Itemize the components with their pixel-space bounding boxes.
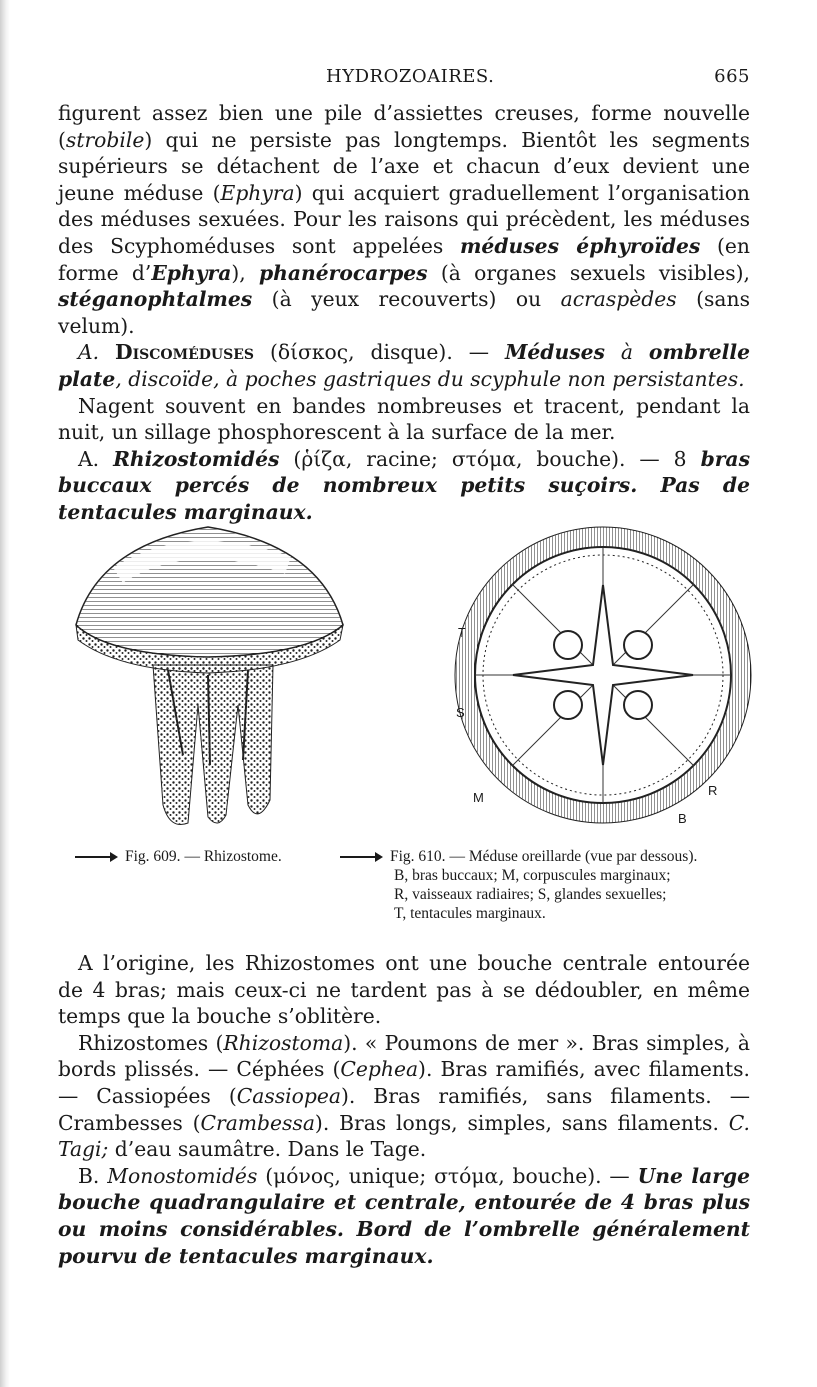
figures-area — [58, 505, 758, 845]
page-edge-shadow — [0, 0, 10, 1387]
paragraph-rhizostomes: Rhizostomes (Rhizostoma). « Poumons de mer ». Bras simples, à bords plissés. — Céphées (Cephea). Bras ramifiés, avec filaments. — Cassiopées (Cassiopea). Bras ramifiés, sans filaments. — Crambesses (Crambessa). Bras longs, simples, sans filaments. C. Tagi; d’eau saumâtre. Dans le Tage. — [58, 1030, 751, 1162]
figure-label-m: M — [473, 790, 484, 805]
figure-label-b: B — [678, 811, 687, 826]
paragraph-strobile: figurent assez bien une pile d’assiettes creuses, forme nouvelle (strobile) qui ne persiste pas longtemps. Bientôt les segments supérieurs se détachent de l’axe et chacun d’eux devient une jeune méduse (Ephyra) qui acquiert graduellement l’organisation des méduses sexuées. Pour les raisons qui précèdent, les méduses des Scyphoméduses sont appelées méduses éphyroïdes (en forme d’Ephyra), phanérocarpes (à organes sexuels visibles), stéganophtalmes (à yeux recouverts) ou acraspèdes (sans velum). — [58, 101, 750, 338]
running-title: HYDROZOAIRES. — [326, 66, 495, 87]
caption-fig-609: Fig. 609. — Rhizostome. — [75, 847, 282, 866]
text-block-top — [58, 100, 750, 526]
text-block-bottom — [58, 950, 750, 1269]
section-a-discomeduses: A. Discoméduses (δίσκος, disque). — Méduses à ombrelle plate, discoïde, à poches gastriques du scyphule non persistantes. — [58, 340, 750, 391]
paragraph-origine: A l’origine, les Rhizostomes ont une bouche centrale entourée de 4 bras; mais ceux-ci ne tardent pas à se dédoubler, en même temps que la bouche s’oblitère. — [58, 951, 750, 1029]
section-b-monostomides: B. Monostomidés (μόνος, unique; στόμα, bouche). — Une large bouche quadrangulaire et centrale, entourée de 4 bras plus ou moins considérables. Bord de l’ombrelle généralement pourvu de tentacules marginaux. — [58, 1163, 750, 1268]
jellyfish-figure-609 — [58, 505, 358, 835]
figure-label-t: T — [458, 625, 466, 640]
page-number: 665 — [714, 66, 750, 87]
paragraph-phosphorescent: Nagent souvent en bandes nombreuses et tracent, pendant la nuit, un sillage phosphorescent à la surface de la mer. — [58, 393, 750, 445]
arrow-icon — [340, 856, 380, 858]
figure-label-s: S — [456, 705, 465, 720]
figure-label-r: R — [708, 783, 718, 798]
caption-fig-610: Fig. 610. — Méduse oreillarde (vue par dessous). B, bras buccaux; M, corpuscules marginaux; R, vaisseaux radiaires; S, glandes sexuelles; T, tentacules marginaux. — [340, 847, 697, 923]
section-a-rhizostomides: A. Rhizostomidés (ῥίζα, racine; στόμα, bouche). — 8 bras buccaux percés de nombreux petits suçoirs. Pas de tentacules marginaux. — [58, 446, 750, 524]
arrow-icon — [75, 856, 115, 858]
